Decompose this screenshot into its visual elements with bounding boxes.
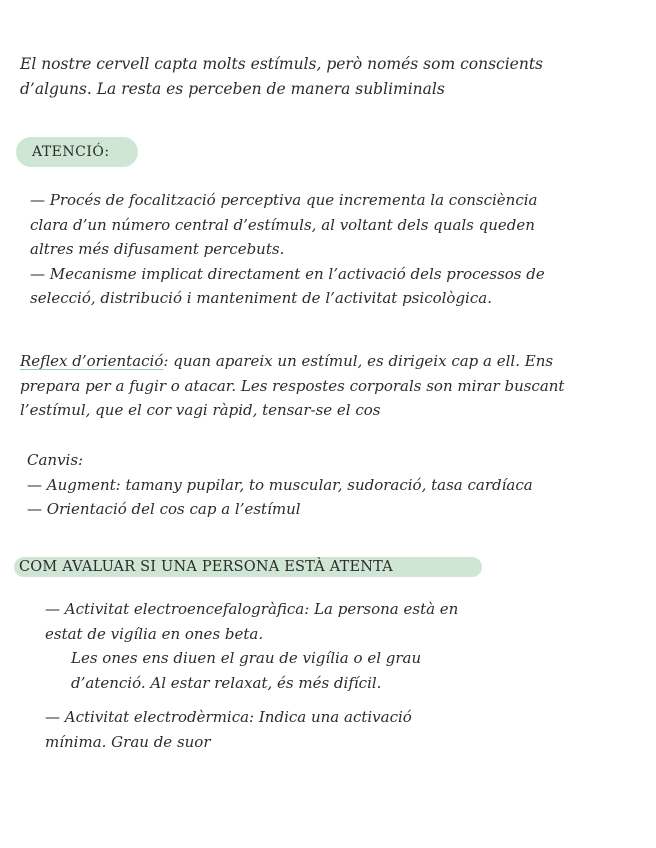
- changes-item: — Augment: tamany pupilar, to muscular, sudoració, tasa cardíaca: [27, 475, 533, 494]
- eeg-line: estat de vigília en ones beta.: [45, 624, 264, 643]
- attention-heading: ATENCIÓ:: [32, 144, 110, 160]
- eda-line: mínima. Grau de suor: [45, 732, 211, 751]
- changes-label: Canvis:: [27, 451, 84, 469]
- reflex-line: l’estímul, que el cor vagi ràpid, tensar-se el cos: [20, 401, 381, 419]
- attention-definition: [30, 188, 545, 311]
- reflex-definition: : quan apareix un estímul, es dirigeix cap a ell. Ens: [163, 352, 554, 370]
- attention-line: — Procés de focalització perceptiva que incrementa la consciència: [30, 191, 538, 209]
- changes-item: — Orientació del cos cap a l’estímul: [27, 500, 301, 518]
- intro-line: d’alguns. La resta es perceben de manera subliminals: [20, 79, 445, 98]
- evaluation-methods: [45, 597, 458, 754]
- intro-paragraph: [20, 52, 543, 101]
- eda-line: — Activitat electrodèrmica: Indica una activació: [45, 708, 412, 726]
- attention-line: altres més difusament percebuts.: [30, 240, 285, 258]
- spacer: [45, 695, 458, 705]
- attention-line: selecció, distribució i manteniment de l’activitat psicològica.: [30, 289, 492, 307]
- eeg-note-line: d’atenció. Al estar relaxat, és més difícil.: [71, 673, 382, 692]
- eeg-line: — Activitat electroencefalogràfica: La persona està en: [45, 600, 459, 618]
- eeg-note-line: Les ones ens diuen el grau de vigília o el grau: [71, 649, 422, 667]
- attention-line: clara d’un número central d’estímuls, al voltant dels quals queden: [30, 215, 535, 234]
- evaluate-heading: COM AVALUAR SI UNA PERSONA ESTÀ ATENTA: [19, 559, 393, 575]
- intro-line: El nostre cervell capta molts estímuls, però només som conscients: [20, 55, 544, 73]
- reflex-line: [20, 349, 564, 374]
- reflex-line: prepara per a fugir o atacar. Les respostes corporals son mirar buscant: [20, 376, 565, 395]
- attention-line: — Mecanisme implicat directament en l’activació dels processos de: [30, 264, 545, 283]
- orientation-reflex-paragraph: [20, 349, 564, 423]
- changes-list: [27, 448, 533, 522]
- reflex-term: Reflex d’orientació: [20, 352, 164, 370]
